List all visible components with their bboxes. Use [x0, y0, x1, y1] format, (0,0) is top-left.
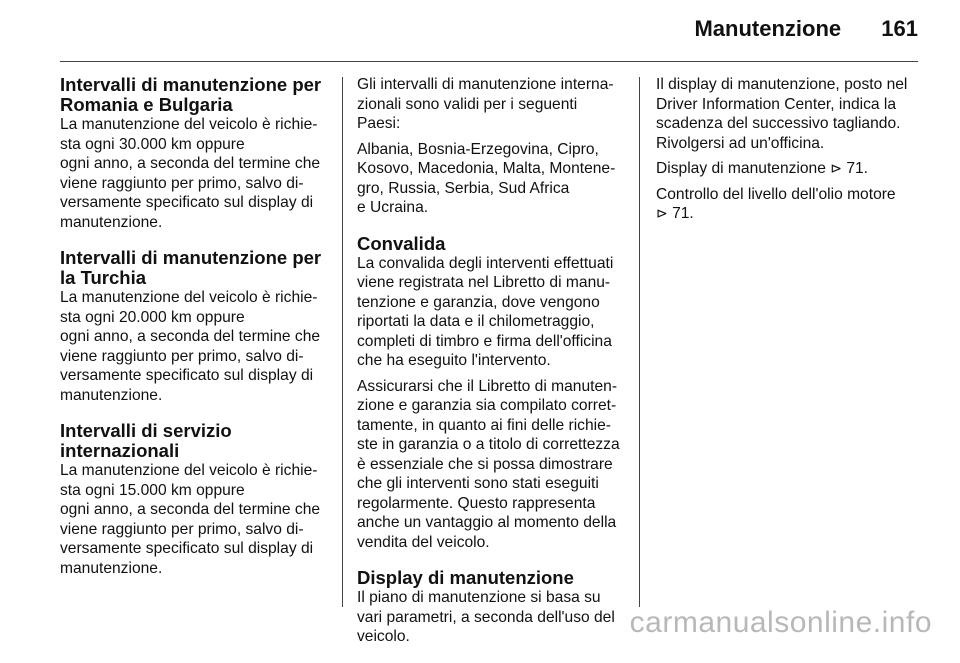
page-reference-icon[interactable]: ⊳: [656, 205, 668, 221]
column-divider: [639, 77, 640, 607]
page-reference-link[interactable]: 71.: [672, 205, 694, 222]
cross-reference-paragraph: [656, 185, 926, 224]
column-divider: [342, 77, 343, 607]
section-heading: Intervalli di servizio internazionali: [60, 420, 232, 461]
section-convalida: [357, 234, 627, 553]
body-paragraph: La convalida degli interventi effettuati viene registrata nel Libretto di manu- tenzione e garanzia, dove vengono riportati la data e il chilometraggio, completi di timbro e firma dell'officina che ha eseguito l'intervento.: [357, 254, 614, 369]
body-paragraph: La manutenzione del veicolo è richie- sta ogni 20.000 km oppure ogni anno, a seconda del termine che viene raggiunto per primo, salvo di- versamente specificato sul display di manutenzione.: [60, 289, 321, 404]
page-header: [694, 16, 918, 42]
body-paragraph: Assicurarsi che il Libretto di manuten- zione e garanzia sia compilato corret- tamente, in quanto ai fini delle richie- ste in garanzia o a titolo di correttezza è essenziale che si possa dimostrare che gli interventi sono stati eseguiti regolarmente. Questo rappresenta anche un vantaggio al momento della vendita del veicolo.: [357, 377, 620, 551]
page-reference-icon[interactable]: ⊳: [830, 160, 842, 176]
section-title: Manutenzione: [694, 16, 842, 41]
body-text: Controllo del livello dell'olio motore: [656, 185, 896, 203]
section-turchia: [60, 248, 330, 405]
cross-reference-paragraph: [656, 159, 926, 179]
section-heading: Intervalli di manutenzione per Romania e Bulgaria: [60, 74, 322, 115]
page-number: 161: [881, 16, 918, 41]
section-heading: Display di manutenzione: [357, 567, 574, 588]
body-paragraph: Albania, Bosnia-Erzegovina, Cipro, Kosovo, Macedonia, Malta, Montene- gro, Russia, Serbia, Sud Africa e Ucraina.: [357, 140, 616, 216]
body-paragraph: Il display di manutenzione, posto nel Driver Information Center, indica la scadenza del successivo tagliando. Rivolgersi ad un'officina.: [656, 76, 908, 152]
body-text: Display di manutenzione: [656, 160, 831, 177]
body-paragraph: Gli intervalli di manutenzione interna- zionali sono validi per i seguenti Paesi:: [357, 76, 614, 132]
section-paesi: [357, 75, 627, 218]
section-romania-bulgaria: [60, 75, 330, 232]
watermark: carmanualsonline.info: [629, 606, 932, 639]
page-reference-link[interactable]: 71.: [846, 160, 868, 177]
column-2: [357, 75, 627, 663]
column-3: [656, 75, 926, 230]
body-paragraph: Il piano di manutenzione si basa su vari parametri, a seconda dell'uso del veicolo.: [357, 589, 615, 645]
section-internazionali: [60, 421, 330, 578]
section-heading: Convalida: [357, 232, 446, 254]
section-display: [357, 568, 627, 647]
body-paragraph: La manutenzione del veicolo è richie- sta ogni 30.000 km oppure ogni anno, a seconda del termine che viene raggiunto per primo, salvo di- versamente specificato sul display di manutenzione.: [60, 116, 321, 231]
body-paragraph: La manutenzione del veicolo è richie- sta ogni 15.000 km oppure ogni anno, a seconda del termine che viene raggiunto per primo, salvo di- versamente specificato sul display di manutenzione.: [60, 462, 321, 577]
section-heading: Intervalli di manutenzione per la Turchia: [60, 247, 322, 288]
column-1: [60, 75, 330, 594]
header-rule: [60, 61, 918, 62]
